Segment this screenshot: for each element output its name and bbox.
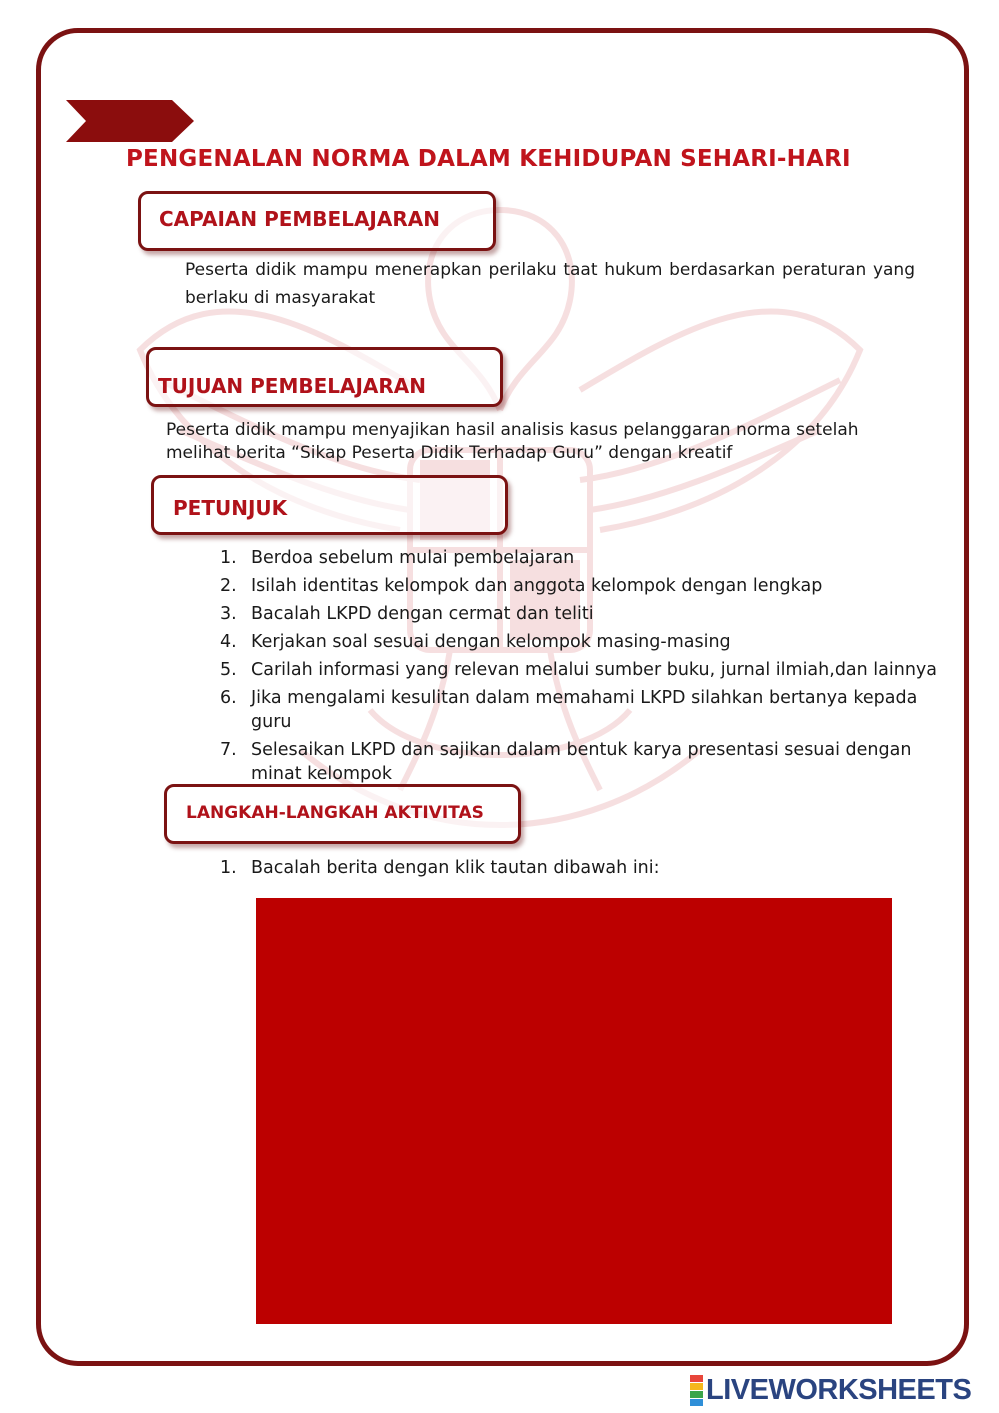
liveworksheets-logo-icon	[690, 1375, 703, 1406]
list-item: 1. Berdoa sebelum mulai pembelajaran	[220, 548, 575, 568]
capaian-text: Peserta didik mampu menerapkan perilaku taat hukum berdasarkan peraturan yang berlaku di masyarakat	[185, 260, 915, 309]
news-link-embed[interactable]	[256, 898, 892, 1324]
list-item: 6. Jika mengalami kesulitan dalam memahami LKPD silahkan bertanya kepada guru	[220, 688, 918, 732]
petunjuk-heading: PETUNJUK	[173, 496, 288, 520]
langkah-heading: LANGKAH-LANGKAH AKTIVITAS	[186, 803, 484, 823]
capaian-heading-box	[138, 191, 496, 251]
langkah-heading-box	[164, 784, 521, 844]
tujuan-heading: TUJUAN PEMBELAJARAN	[158, 374, 427, 398]
ribbon-icon	[66, 100, 194, 142]
capaian-heading: CAPAIAN PEMBELAJARAN	[159, 207, 440, 231]
activity-item: 1. Bacalah berita dengan klik tautan dibawah ini:	[220, 858, 660, 878]
tujuan-text: Peserta didik mampu menyajikan hasil analisis kasus pelanggaran norma setelah melihat berita “Sikap Peserta Didik Terhadap Guru” dengan kreatif	[166, 420, 859, 464]
list-item: 2. Isilah identitas kelompok dan anggota kelompok dengan lengkap	[220, 576, 823, 596]
petunjuk-heading-box	[151, 475, 508, 535]
list-item: 3. Bacalah LKPD dengan cermat dan teliti	[220, 604, 594, 624]
list-item: 4. Kerjakan soal sesuai dengan kelompok masing-masing	[220, 632, 731, 652]
brand-name: LIVEWORKSHEETS	[706, 1373, 972, 1406]
page-title: PENGENALAN NORMA DALAM KEHIDUPAN SEHARI-HARI	[126, 146, 851, 172]
petunjuk-list	[220, 546, 960, 790]
list-item: 5. Carilah informasi yang relevan melalui sumber buku, jurnal ilmiah,dan lainnya	[220, 660, 938, 680]
tujuan-heading-box	[146, 347, 503, 407]
list-item: 7. Selesaikan LKPD dan sajikan dalam bentuk karya presentasi sesuai dengan minat kelompok	[220, 740, 912, 784]
liveworksheets-brand[interactable]	[690, 1373, 971, 1407]
